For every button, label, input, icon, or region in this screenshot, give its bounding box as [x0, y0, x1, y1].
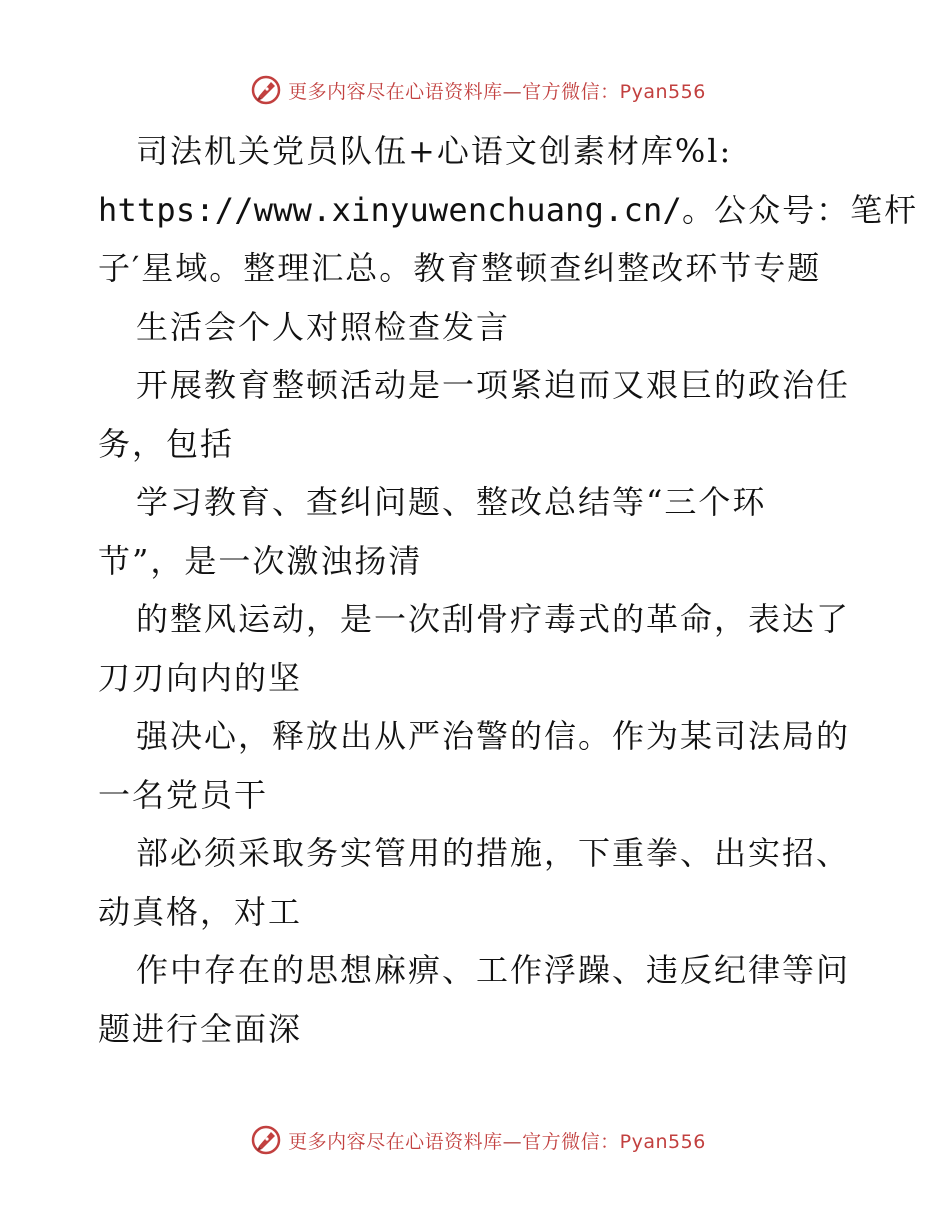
document-line: 强决心，释放出从严治警的信。作为某司法局的 — [136, 717, 851, 755]
document-line: 学习教育、查纠问题、整改总结等“三个环 — [136, 483, 767, 521]
header-banner-title: 更多内容尽在心语资料库 — [288, 80, 503, 103]
document-body — [98, 122, 919, 1058]
footer-banner-text — [288, 1127, 706, 1154]
footer-banner-separator: — — [502, 1130, 523, 1153]
document-line: 刀刃向内的坚 — [98, 658, 303, 697]
document-line: 开展教育整顿活动是一项紧迫而又艰巨的政治任 — [136, 366, 851, 404]
document-line: 务，包括 — [98, 424, 235, 463]
document-line: 部必须采取务实管用的措施，下重拳、出实招、 — [136, 834, 851, 872]
document-line-url — [98, 181, 919, 240]
document-line: 一名党员干 — [98, 775, 269, 814]
document-line: 公众号：笔杆 — [714, 190, 919, 229]
document-line: 的整风运动，是一次刮骨疗毒式的革命，表达了 — [136, 600, 851, 638]
footer-banner-title: 更多内容尽在心语资料库 — [288, 1130, 503, 1153]
document-line: 节”，是一次激浊扬清 — [98, 541, 423, 580]
pen-nib-logo-icon — [250, 1124, 282, 1156]
document-line: 司法机关党员队伍+心语文创素材库%l: — [136, 132, 733, 170]
footer-banner — [0, 1120, 950, 1160]
document-line: 生活会个人对照检查发言 — [136, 307, 511, 346]
document-line: 题进行全面深 — [98, 1009, 303, 1048]
header-banner-wechat: 官方微信：Pyan556 — [522, 80, 706, 103]
document-url: https://www.xinyuwenchuang.cn/。 — [98, 190, 715, 229]
footer-banner-wechat: 官方微信：Pyan556 — [522, 1130, 706, 1153]
document-line: 作中存在的思想麻痹、工作浮躁、违反纪律等问 — [136, 951, 851, 989]
header-banner-separator: — — [502, 80, 523, 103]
header-banner-text — [288, 77, 706, 104]
footer-banner-content — [250, 1124, 706, 1156]
pen-nib-logo-icon — [250, 74, 282, 106]
document-line: 子′星域。整理汇总。教育整顿查纠整改环节专题 — [98, 249, 822, 287]
header-banner — [0, 70, 950, 110]
document-line: 动真格，对工 — [98, 892, 303, 931]
header-banner-content — [250, 74, 706, 106]
